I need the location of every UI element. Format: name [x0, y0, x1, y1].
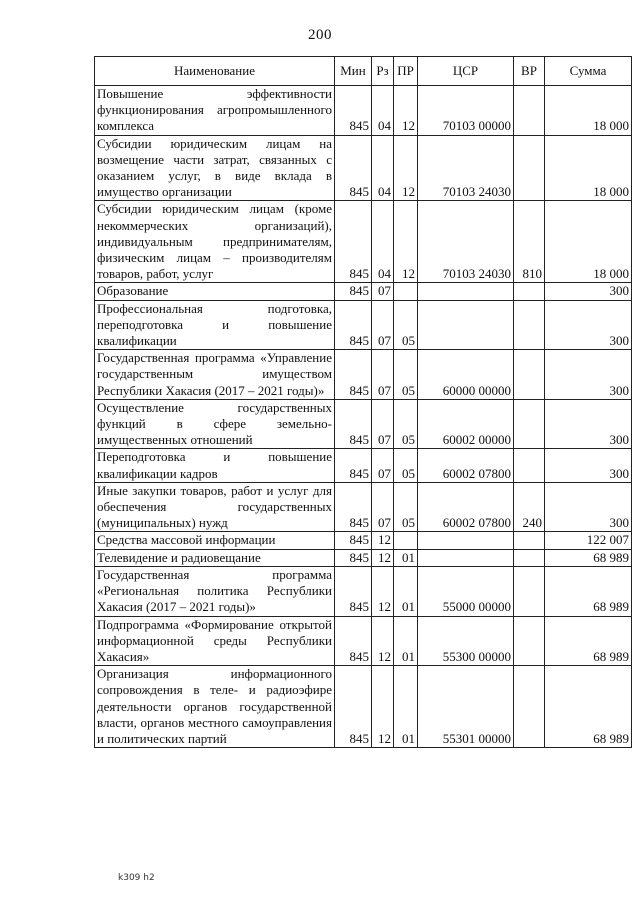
row-csr: 60002 00000	[418, 399, 514, 449]
row-rz: 07	[372, 482, 394, 532]
row-sum: 68 989	[545, 566, 632, 616]
row-vr	[514, 86, 545, 136]
row-sum: 300	[545, 350, 632, 400]
row-vr	[514, 549, 545, 566]
row-pr: 05	[394, 300, 418, 350]
row-vr: 810	[514, 201, 545, 283]
row-sum: 68 989	[545, 549, 632, 566]
table-row	[95, 482, 632, 532]
row-name: Образование	[95, 283, 335, 300]
page-number: 200	[308, 27, 332, 43]
row-vr	[514, 350, 545, 400]
row-rz: 12	[372, 549, 394, 566]
row-rz: 07	[372, 399, 394, 449]
budget-table	[94, 56, 632, 748]
row-sum: 68 989	[545, 666, 632, 748]
row-csr: 60002 07800	[418, 449, 514, 482]
row-pr: 05	[394, 482, 418, 532]
row-name: Подпрограмма «Формирование открытой информационной среды Республики Хакасия»	[95, 616, 335, 666]
header-min: Мин	[335, 57, 372, 86]
row-name: Телевидение и радиовещание	[95, 549, 335, 566]
row-rz: 04	[372, 135, 394, 201]
row-pr: 05	[394, 350, 418, 400]
table-row	[95, 86, 632, 136]
table-row	[95, 449, 632, 482]
row-min: 845	[335, 616, 372, 666]
row-pr: 01	[394, 616, 418, 666]
row-min: 845	[335, 350, 372, 400]
row-pr: 12	[394, 135, 418, 201]
row-name: Иные закупки товаров, работ и услуг для обеспечения государственных (муниципальных) нужд	[95, 482, 335, 532]
row-csr: 55000 00000	[418, 566, 514, 616]
row-min: 845	[335, 283, 372, 300]
row-rz: 12	[372, 616, 394, 666]
row-csr: 60000 00000	[418, 350, 514, 400]
row-name: Субсидии юридическим лицам (кроме некоммерческих организаций), индивидуальным предпринимателям, физическим лицам – производителям товаров, работ, услуг	[95, 201, 335, 283]
table-header-row	[95, 57, 632, 86]
row-csr: 70103 00000	[418, 86, 514, 136]
table-row	[95, 616, 632, 666]
row-csr: 60002 07800	[418, 482, 514, 532]
row-pr	[394, 532, 418, 549]
row-csr	[418, 532, 514, 549]
row-vr	[514, 449, 545, 482]
table-row	[95, 283, 632, 300]
row-min: 845	[335, 549, 372, 566]
row-min: 845	[335, 532, 372, 549]
row-rz: 07	[372, 350, 394, 400]
header-pr: ПР	[394, 57, 418, 86]
row-rz: 04	[372, 86, 394, 136]
row-csr: 70103 24030	[418, 201, 514, 283]
row-name: Организация информационного сопровождения в теле- и радиоэфире деятельности органов государственной власти, органов местного самоуправления и политических партий	[95, 666, 335, 748]
row-name: Государственная программа «Региональная политика Республики Хакасия (2017 – 2021 годы)»	[95, 566, 335, 616]
row-name: Повышение эффективности функционирования агропромышленного комплекса	[95, 86, 335, 136]
table-row	[95, 549, 632, 566]
table-row	[95, 399, 632, 449]
row-vr	[514, 300, 545, 350]
row-name: Субсидии юридическим лицам на возмещение части затрат, связанных с оказанием услуг, в виде вклада в имущество организации	[95, 135, 335, 201]
row-rz: 12	[372, 532, 394, 549]
row-sum: 300	[545, 399, 632, 449]
row-rz: 04	[372, 201, 394, 283]
footer-code: k309 h2	[118, 873, 155, 883]
row-sum: 18 000	[545, 201, 632, 283]
row-pr: 12	[394, 86, 418, 136]
row-csr: 55300 00000	[418, 616, 514, 666]
row-min: 845	[335, 300, 372, 350]
row-name: Профессиональная подготовка, переподготовка и повышение квалификации	[95, 300, 335, 350]
row-sum: 18 000	[545, 86, 632, 136]
row-min: 845	[335, 135, 372, 201]
table-row	[95, 350, 632, 400]
row-min: 845	[335, 482, 372, 532]
row-vr	[514, 532, 545, 549]
row-rz: 12	[372, 666, 394, 748]
row-name: Переподготовка и повышение квалификации кадров	[95, 449, 335, 482]
table-row	[95, 135, 632, 201]
row-pr: 12	[394, 201, 418, 283]
row-sum: 18 000	[545, 135, 632, 201]
row-sum: 300	[545, 449, 632, 482]
row-rz: 07	[372, 449, 394, 482]
row-pr: 05	[394, 449, 418, 482]
row-sum: 300	[545, 482, 632, 532]
row-sum: 300	[545, 283, 632, 300]
row-sum: 122 007	[545, 532, 632, 549]
row-vr	[514, 666, 545, 748]
row-pr: 05	[394, 399, 418, 449]
row-pr: 01	[394, 666, 418, 748]
row-min: 845	[335, 566, 372, 616]
row-csr	[418, 300, 514, 350]
row-vr	[514, 399, 545, 449]
row-rz: 07	[372, 300, 394, 350]
header-vr: ВР	[514, 57, 545, 86]
row-vr	[514, 135, 545, 201]
row-csr	[418, 283, 514, 300]
header-name: Наименование	[95, 57, 335, 86]
table-row	[95, 201, 632, 283]
row-rz: 07	[372, 283, 394, 300]
row-min: 845	[335, 86, 372, 136]
header-rz: Рз	[372, 57, 394, 86]
row-name: Осуществление государственных функций в сфере земельно-имущественных отношений	[95, 399, 335, 449]
row-name: Государственная программа «Управление государственным имуществом Республики Хакасия (2017 – 2021 годы)»	[95, 350, 335, 400]
table-row	[95, 566, 632, 616]
row-vr: 240	[514, 482, 545, 532]
row-rz: 12	[372, 566, 394, 616]
row-min: 845	[335, 666, 372, 748]
table-row	[95, 532, 632, 549]
row-vr	[514, 616, 545, 666]
table-row	[95, 666, 632, 748]
row-name: Средства массовой информации	[95, 532, 335, 549]
row-vr	[514, 283, 545, 300]
row-sum: 68 989	[545, 616, 632, 666]
row-pr: 01	[394, 566, 418, 616]
row-pr	[394, 283, 418, 300]
header-sum: Сумма	[545, 57, 632, 86]
row-min: 845	[335, 449, 372, 482]
header-csr: ЦСР	[418, 57, 514, 86]
row-pr: 01	[394, 549, 418, 566]
row-csr: 70103 24030	[418, 135, 514, 201]
row-vr	[514, 566, 545, 616]
row-min: 845	[335, 399, 372, 449]
row-csr: 55301 00000	[418, 666, 514, 748]
row-min: 845	[335, 201, 372, 283]
row-sum: 300	[545, 300, 632, 350]
table-row	[95, 300, 632, 350]
row-csr	[418, 549, 514, 566]
